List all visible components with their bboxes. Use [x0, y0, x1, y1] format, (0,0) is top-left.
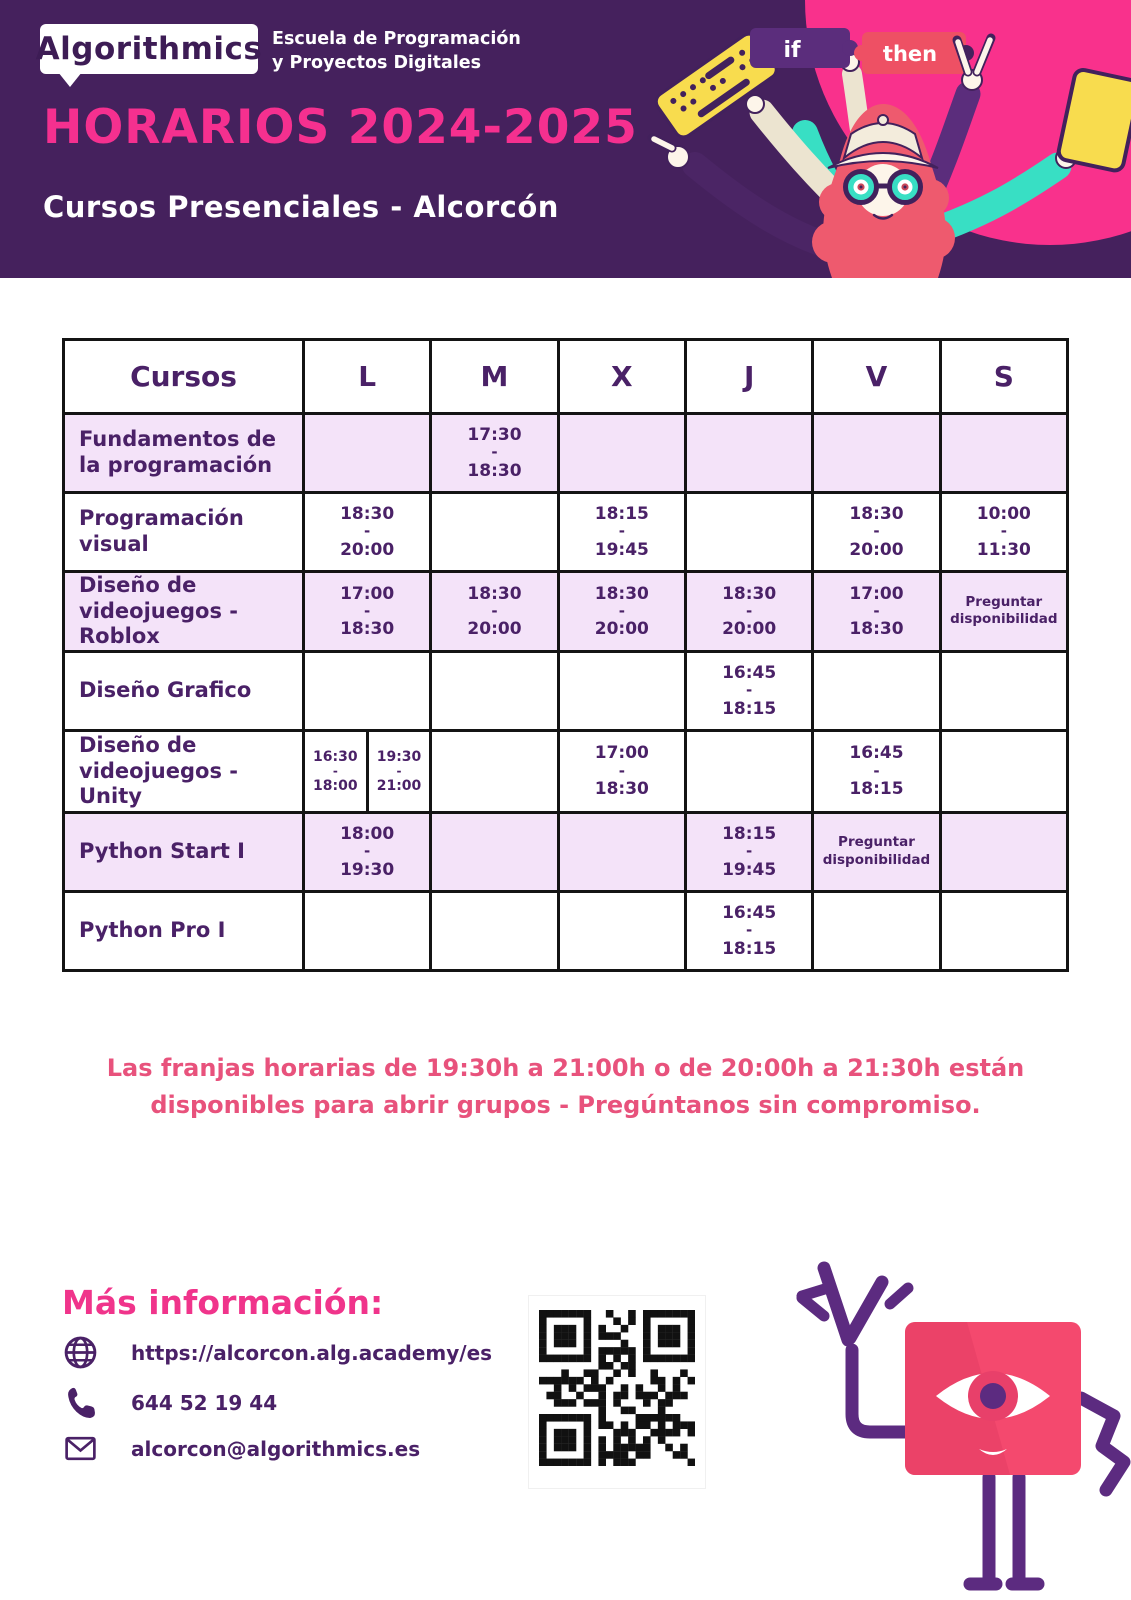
course-name: Diseño Grafico: [64, 651, 304, 730]
schedule-cell-M: [431, 651, 558, 730]
schedule-cell-M: 18:30 - 20:00: [431, 572, 558, 652]
website-row: [62, 1334, 492, 1371]
schedule-cell-M: 17:30 - 18:30: [431, 414, 558, 493]
schedule-cell-L: [304, 651, 431, 730]
schedule-cell-J: [685, 493, 812, 572]
schedule-header: [64, 340, 1068, 414]
schedule-table: [62, 338, 1069, 972]
multitasking-girl-illustration: [600, 0, 1131, 278]
schedule-cell-V: [813, 651, 940, 730]
email-row: [62, 1430, 420, 1467]
schedule-cell-V: [813, 891, 940, 970]
schedule-cell-M: [431, 730, 558, 812]
schedule-cell-J: [685, 730, 812, 812]
availability-note: Las franjas horarias de 19:30h a 21:00h o de 20:00h a 21:30h están disponibles para abrir grupos - Pregúntanos sin compromiso.: [106, 1054, 1025, 1120]
tagline-line-1: Escuela de Programación: [272, 29, 521, 49]
schedule-cell-V: [813, 414, 940, 493]
table-row: [64, 891, 1068, 970]
table-row: [64, 651, 1068, 730]
brand-tagline: [272, 27, 521, 75]
schedule-cell-X: [558, 812, 685, 891]
course-name: Diseño de videojuegos - Unity: [64, 730, 304, 812]
schedule-cell-S: [940, 730, 1067, 812]
schedule-cell-J: 18:30 - 20:00: [685, 572, 812, 652]
header-row: [64, 340, 1068, 414]
schedule-cell-M: [431, 493, 558, 572]
schedule-cell-S: Preguntar disponibilidad: [940, 572, 1067, 652]
course-name: Python Pro I: [64, 891, 304, 970]
more-info-title: Más información:: [62, 1283, 384, 1322]
schedule-body: [64, 414, 1068, 971]
schedule-cell-X: 17:00 - 18:30: [558, 730, 685, 812]
column-header-Cursos: Cursos: [64, 340, 304, 414]
qr-code[interactable]: [529, 1296, 705, 1488]
column-header-M: M: [431, 340, 558, 414]
schedule-cell-L: 17:00 - 18:30: [304, 572, 431, 652]
if-label: if: [783, 38, 801, 63]
tagline-line-2: y Proyectos Digitales: [272, 53, 482, 73]
schedule-cell-S: [940, 812, 1067, 891]
page-subtitle: Cursos Presenciales - Alcorcón: [43, 190, 559, 224]
schedule-cell-J: 16:45 - 18:15: [685, 651, 812, 730]
schedule-cell-S: [940, 891, 1067, 970]
schedule-cell-V: Preguntar disponibilidad: [813, 812, 940, 891]
schedule-cell-M: [431, 812, 558, 891]
schedule-cell-L: 16:30 - 18:00 19:30 - 21:00: [304, 730, 431, 812]
schedule-cell-V: 16:45 - 18:15: [813, 730, 940, 812]
schedule-cell-J: 16:45 - 18:15: [685, 891, 812, 970]
schedule-cell-X: [558, 651, 685, 730]
schedule-cell-V: 17:00 - 18:30: [813, 572, 940, 652]
table-row: [64, 730, 1068, 812]
column-header-S: S: [940, 340, 1067, 414]
envelope-icon: [62, 1430, 99, 1467]
schedule-cell-J: [685, 414, 812, 493]
schedule-cell-X: 18:30 - 20:00: [558, 572, 685, 652]
phone-number[interactable]: 644 52 19 44: [131, 1390, 278, 1415]
course-name: Fundamentos de la programación: [64, 414, 304, 493]
eye-square-mascot: [770, 1200, 1131, 1600]
schedule-cell-L: [304, 891, 431, 970]
email-address[interactable]: alcorcon@algorithmics.es: [131, 1436, 421, 1461]
table-row: [64, 493, 1068, 572]
column-header-L: L: [304, 340, 431, 414]
schedule-cell-J: 18:15 - 19:45: [685, 812, 812, 891]
header-band: [0, 0, 1131, 278]
brand-logo-text: Algorithmics: [35, 31, 263, 67]
globe-icon: [62, 1334, 99, 1371]
column-header-V: V: [813, 340, 940, 414]
course-name: Diseño de videojuegos - Roblox: [64, 572, 304, 652]
schedule-cell-X: 18:15 - 19:45: [558, 493, 685, 572]
schedule-cell-L: [304, 414, 431, 493]
schedule-cell-S: 10:00 - 11:30: [940, 493, 1067, 572]
phone-row: [62, 1384, 277, 1421]
schedule-cell-X: [558, 891, 685, 970]
website-link[interactable]: https://alcorcon.alg.academy/es: [131, 1340, 493, 1365]
course-name: Python Start I: [64, 812, 304, 891]
brand-logo: [35, 24, 263, 74]
schedule-cell-V: 18:30 - 20:00: [813, 493, 940, 572]
schedule-cell-S: [940, 414, 1067, 493]
page-title: HORARIOS 2024-2025: [43, 100, 638, 155]
column-header-X: X: [558, 340, 685, 414]
schedule-cell-S: [940, 651, 1067, 730]
schedule-cell-M: [431, 891, 558, 970]
table-row: [64, 414, 1068, 493]
column-header-J: J: [685, 340, 812, 414]
schedule-cell-L: 18:00 - 19:30: [304, 812, 431, 891]
schedule-cell-X: [558, 414, 685, 493]
schedule-cell-L: 18:30 - 20:00: [304, 493, 431, 572]
table-row: [64, 572, 1068, 652]
phone-icon: [62, 1384, 99, 1421]
table-row: [64, 812, 1068, 891]
then-label: then: [882, 42, 938, 66]
course-name: Programación visual: [64, 493, 304, 572]
